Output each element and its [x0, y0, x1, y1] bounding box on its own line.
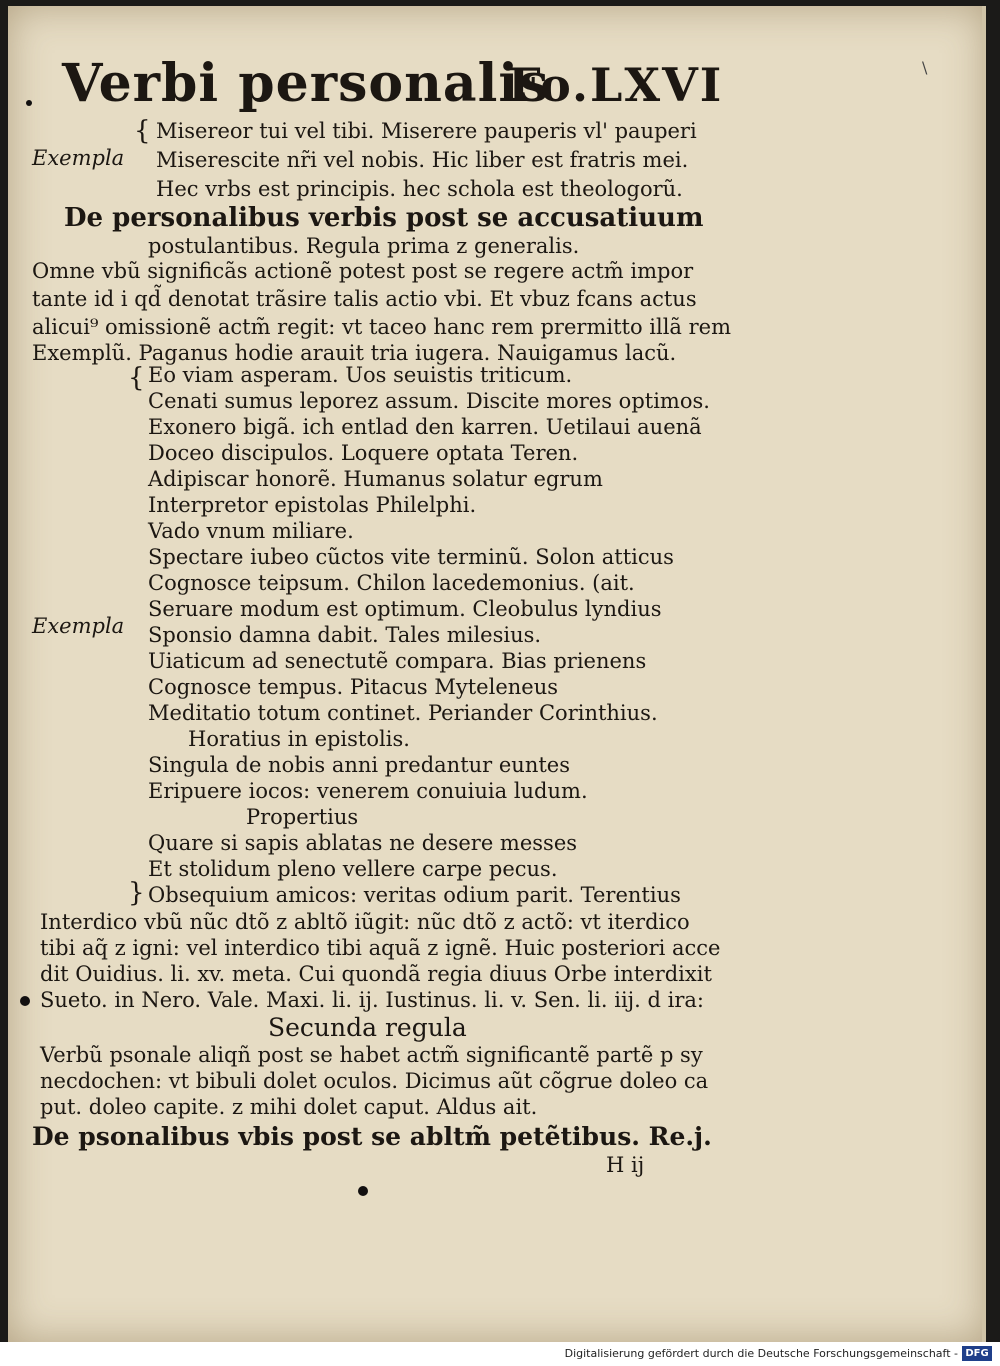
example-line: Eo viam asperam. Uos seuistis triticum. [148, 363, 573, 387]
example-line: Eripuere iocos: venerem conuiuia ludum. [148, 779, 588, 803]
brace-close: } [128, 878, 145, 908]
section-heading: Secunda regula [268, 1013, 467, 1042]
example-line: Hec vrbs est principis. hec schola est theologorũ. [156, 177, 683, 201]
section-subheading: postulantibus. Regula prima z generalis. [148, 234, 580, 258]
section-heading: De personalibus verbis post se accusatiuum [64, 203, 704, 233]
brace-open: { [134, 116, 151, 146]
example-line: Cognosce teipsum. Chilon lacedemonius. (ait. [148, 571, 635, 595]
example-line: Singula de nobis anni predantur euntes [148, 753, 570, 777]
page-edge [982, 6, 986, 1342]
example-line: Doceo discipulos. Loquere optata Teren. [148, 441, 579, 465]
example-line: Vado vnum miliare. [148, 519, 354, 543]
example-line: Uiaticum ad senectutẽ compara. Bias prienens [148, 649, 647, 673]
paragraph-line: tibi aq̃ z igni: vel interdico tibi aquã z ignẽ. Huic posteriori acce [40, 936, 721, 960]
margin-label-exempla: Exempla [32, 146, 125, 170]
ink-dot [358, 1186, 368, 1196]
running-title: Verbi personalis [62, 53, 550, 114]
margin-tick: \ [922, 58, 928, 77]
paragraph-line: dit Ouidius. li. xv. meta. Cui quondã regia diuus Orbe interdixit [40, 962, 712, 986]
brace-open: { [128, 363, 145, 393]
rule-line: Exemplũ. Paganus hodie arauit tria iugera. Nauigamus lacũ. [32, 341, 677, 365]
rule-line: necdochen: vt bibuli dolet oculos. Dicimus aũt cõgrue doleo ca [40, 1069, 709, 1093]
rule-line: tante id i qd̃ denotat trãsire talis actio vbi. Et vbuz fcans actus [32, 287, 697, 311]
example-line: Quare si sapis ablatas ne desere messes [148, 831, 578, 855]
example-line: Interpretor epistolas Philelphi. [148, 493, 477, 517]
rule-line: alicui⁹ omissionẽ actm̃ regit: vt taceo hanc rem prermitto illã rem [32, 315, 731, 339]
example-line: Exonero bigã. ich entlad den karren. Uetilaui auenã [148, 415, 702, 439]
folio-number: Fo.LXVI [508, 58, 724, 112]
paragraph-line: Sueto. in Nero. Vale. Maxi. li. ij. Iustinus. li. v. Sen. li. iij. d ira: [40, 988, 705, 1012]
example-line: Spectare iubeo cũctos vite terminũ. Solon atticus [148, 545, 674, 569]
section-heading: De psonalibus vbis post se abltm̃ petẽtibus. Re.j. [32, 1122, 712, 1151]
rule-line: Verbũ psonale aliqñ post se habet actm̃ significantẽ partẽ p sy [40, 1043, 703, 1067]
footer-credit: Digitalisierung gefördert durch die Deutsche Forschungsgemeinschaft - [564, 1347, 958, 1360]
example-line: Propertius [246, 805, 359, 829]
example-line: Misereor tui vel tibi. Miserere pauperis vl' pauperi [156, 119, 697, 143]
ink-dot [20, 996, 30, 1006]
paragraph-line: Interdico vbũ nũc dtõ z abltõ iũgit: nũc dtõ z actõ: vt iterdico [40, 910, 690, 934]
example-line: Meditatio totum continet. Periander Corinthius. [148, 701, 658, 725]
example-line: Obsequium amicos: veritas odium parit. Terentius [148, 883, 681, 907]
example-line: Sponsio damna dabit. Tales milesius. [148, 623, 542, 647]
rule-line: Omne vbũ significãs actionẽ potest post se regere actm̃ impor [32, 259, 694, 283]
rule-line: put. doleo capite. z mihi dolet caput. Aldus ait. [40, 1095, 538, 1119]
example-line: Miserescite nr̃i vel nobis. Hic liber est fratris mei. [156, 148, 689, 172]
example-line: Et stolidum pleno vellere carpe pecus. [148, 857, 558, 881]
ink-dot [26, 100, 32, 106]
example-line: Seruare modum est optimum. Cleobulus lyndius [148, 597, 662, 621]
example-line: Cenati sumus leporez assum. Discite mores optimos. [148, 389, 710, 413]
footer-bar [0, 1342, 1000, 1366]
dfg-logo-icon: DFG [962, 1346, 992, 1361]
example-line: Adipiscar honorẽ. Humanus solatur egrum [148, 467, 603, 491]
example-line: Horatius in epistolis. [188, 727, 410, 751]
signature-mark: H ij [606, 1153, 645, 1177]
example-line: Cognosce tempus. Pitacus Myteleneus [148, 675, 559, 699]
margin-label-exempla: Exempla [32, 614, 125, 638]
